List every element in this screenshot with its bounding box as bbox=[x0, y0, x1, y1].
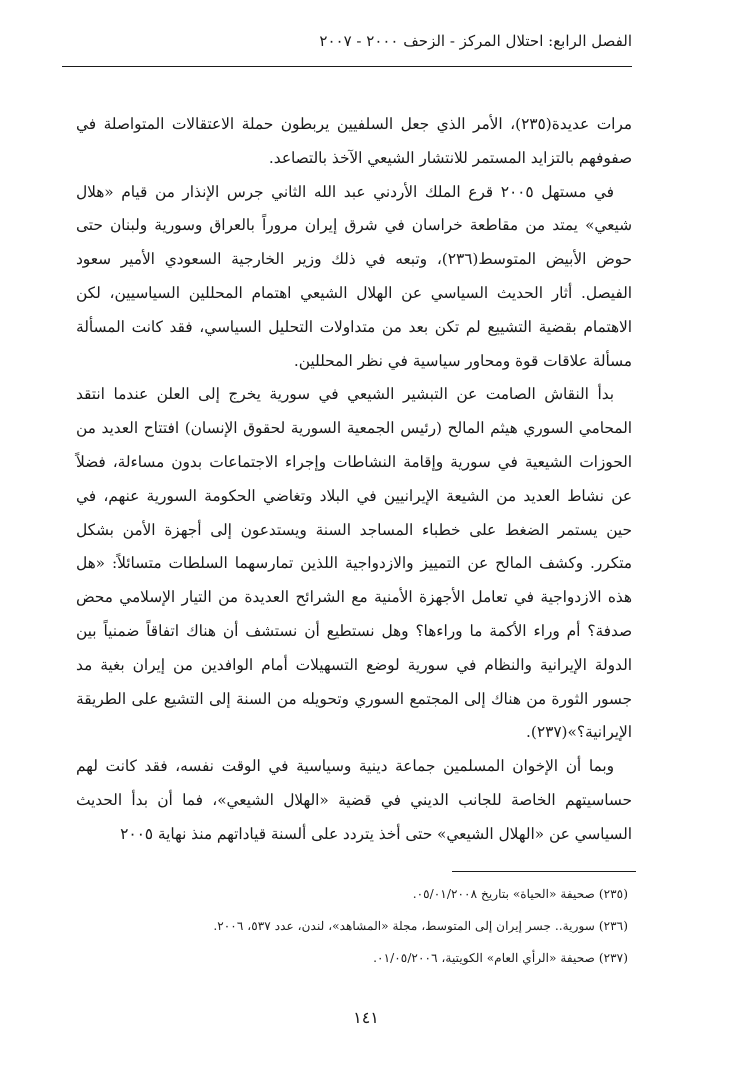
footnotes bbox=[76, 878, 628, 974]
footnote-237: (٢٣٧) صحيفة «الرأي العام» الكويتية، ٠١/٠٥/٢٠٠٦. bbox=[373, 951, 628, 965]
header-divider bbox=[62, 66, 632, 67]
paragraph-4: وبما أن الإخوان المسلمين جماعة دينية وسياسية في الوقت نفسه، فقد كانت لهم حساسيتهم الخاصة للجانب الديني في قضية «الهلال الشيعي»، فما أن بدأ الحديث السياسي عن «الهلال الشيعي» حتى أخذ يتردد على ألسنة قياداتهم منذ نهاية ٢٠٠٥ bbox=[76, 757, 632, 843]
body-text bbox=[76, 108, 632, 852]
page-number: ١٤١ bbox=[353, 1008, 379, 1027]
paragraph-2: في مستهل ٢٠٠٥ قرع الملك الأردني عبد الله الثاني جرس الإنذار من قيام «هلال شيعي» يمتد من مقاطعة خراسان في شرق إيران مروراً بالعراق وسورية ولبنان حتى حوض الأبيض المتوسط(٢٣٦)، وتبعه في ذلك وزير الخارجية السعودي الأمير سعود الفيصل. أثار الحديث السياسي عن الهلال الشيعي اهتمام المحللين السياسيين، لكن الاهتمام بقضية التشييع لم تكن بعد من متداولات التحليل السياسي، فقد كانت المسألة مسألة علاقات قوة ومحاور سياسية في نظر المحللين. bbox=[76, 182, 632, 370]
paragraph-1: مرات عديدة(٢٣٥)، الأمر الذي جعل السلفيين يربطون حملة الاعتقالات المتواصلة في صفوفهم بالتزايد المستمر للانتشار الشيعي الآخذ بالتصاعد. bbox=[76, 115, 632, 167]
running-header: الفصل الرابع: احتلال المركز - الزحف ٢٠٠٠ - ٢٠٠٧ bbox=[319, 32, 632, 50]
paragraph-3: بدأ النقاش الصامت عن التبشير الشيعي في سورية يخرج إلى العلن عندما انتقد المحامي السوري هيثم المالح (رئيس الجمعية السورية لحقوق الإنسان) افتتاح العديد من الحوزات الشيعية في سورية وإقامة النشاطات وإجراء الاجتماعات بدون مساءلة، فضلاً عن نشاط العديد من الشيعة الإيرانيين في البلاد وتغاضي الحكومة السورية عنهم، في حين يستمر الضغط على خطباء المساجد السنة ويستدعون إلى أجهزة الأمن بشكل متكرر. وكشف المالح عن التمييز والازدواجية اللذين تمارسهما السلطات متسائلاً: «هل هذه الازدواجية في تعامل الأجهزة الأمنية مع الشرائح العديدة من التيار الإسلامي محض صدفة؟ أم وراء الأكمة ما وراءها؟ وهل نستطيع أن نستشف أن هناك اتفاقاً ضمنياً بين الدولة الإيرانية والنظام في سورية لوضع التسهيلات أمام الوافدين من إيران بغية مد جسور الثورة من هناك إلى المجتمع السوري وتحويله من السنة إلى التشيع على الطريقة الإيرانية؟»(٢٣٧). bbox=[76, 385, 632, 742]
footnote-236: (٢٣٦) سورية.. جسر إيران إلى المتوسط، مجلة «المشاهد»، لندن، عدد ٥٣٧، ٢٠٠٦. bbox=[213, 919, 628, 933]
footnote-235: (٢٣٥) صحيفة «الحياة» بتاريخ ٠٥/٠١/٢٠٠٨. bbox=[412, 887, 628, 901]
footnote-divider bbox=[452, 871, 636, 872]
